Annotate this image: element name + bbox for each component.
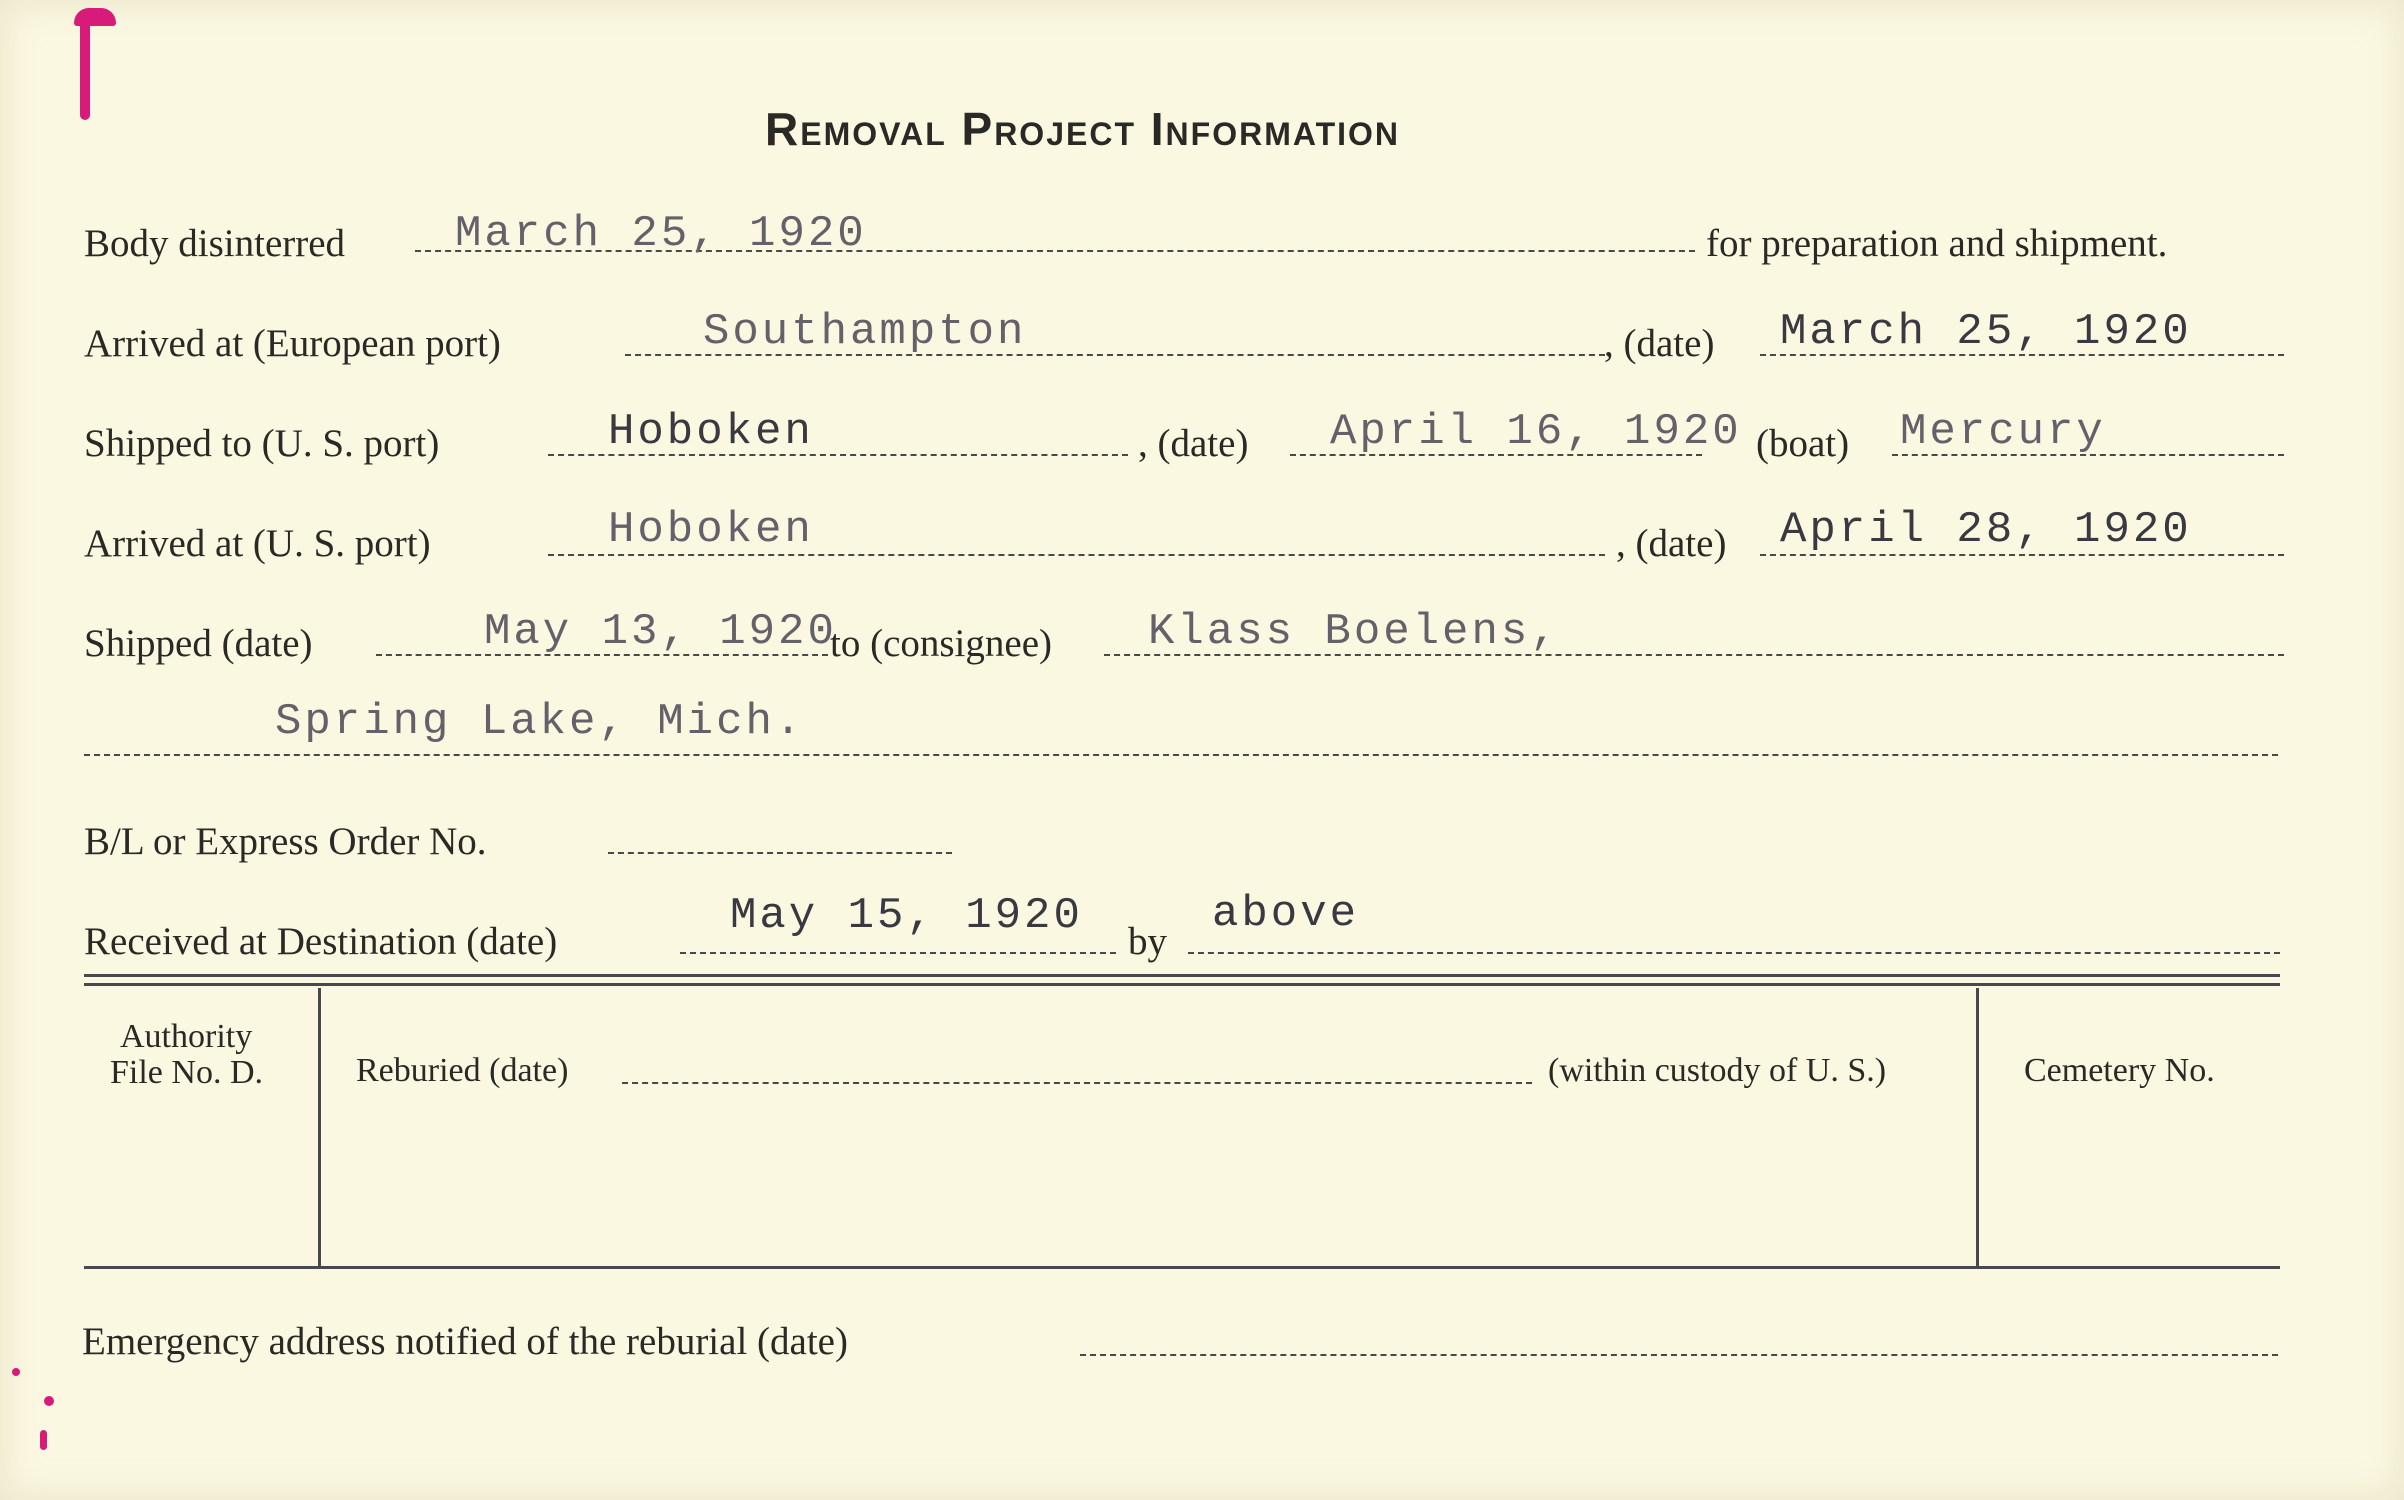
pink-pencil-mark	[80, 14, 90, 120]
body-disinterred-label: Body disinterred	[84, 222, 346, 265]
emergency-label: Emergency address notified of the reburial (date)	[82, 1320, 848, 1363]
shipped-date-label: Shipped (date)	[84, 622, 313, 665]
divider-double-rule-top	[84, 974, 2280, 977]
emergency-line	[1080, 1354, 2278, 1356]
arrived-european-value: Southampton	[703, 307, 1027, 357]
boat-value: Mercury	[1900, 407, 2106, 457]
body-disinterred-suffix: for preparation and shipment.	[1706, 222, 2168, 265]
authority-label-line2: File No. D.	[110, 1054, 263, 1091]
arrived-european-date-value: March 25, 1920	[1780, 307, 2192, 357]
card-title: Removal Project Information	[765, 103, 1401, 155]
arrived-us-label: Arrived at (U. S. port)	[84, 522, 431, 565]
bl-label: B/L or Express Order No.	[84, 820, 487, 863]
shipped-us-value: Hoboken	[608, 407, 814, 457]
pink-pencil-mark	[12, 1368, 20, 1376]
by-label: by	[1128, 920, 1167, 963]
shipped-date-value: May 13, 1920	[484, 607, 837, 657]
table-column-divider	[1976, 988, 1979, 1266]
pink-pencil-mark	[44, 1396, 54, 1406]
shipped-us-date-label: , (date)	[1138, 422, 1249, 465]
arrived-european-label: Arrived at (European port)	[84, 322, 501, 365]
pink-pencil-mark	[40, 1430, 47, 1450]
received-label: Received at Destination (date)	[84, 920, 558, 963]
by-value: above	[1212, 889, 1360, 939]
reburied-line	[622, 1082, 1532, 1084]
authority-label-line1: Authority	[120, 1018, 253, 1055]
cemetery-label: Cemetery No.	[2024, 1052, 2215, 1089]
divider-double-rule-bottom	[84, 983, 2280, 986]
custody-label: (within custody of U. S.)	[1548, 1052, 1887, 1089]
consignee-address-line	[84, 754, 2278, 756]
arrived-us-date-label: , (date)	[1616, 522, 1727, 565]
shipped-us-date-value: April 16, 1920	[1330, 407, 1742, 457]
body-disinterred-value: March 25, 1920	[455, 209, 867, 259]
received-line	[680, 952, 1116, 954]
received-value: May 15, 1920	[730, 891, 1083, 941]
consignee-value: Klass Boelens,	[1148, 607, 1560, 657]
arrived-us-date-value: April 28, 1920	[1780, 505, 2192, 555]
boat-label: (boat)	[1756, 422, 1850, 465]
arrived-european-date-label: , (date)	[1604, 322, 1715, 365]
by-line	[1188, 952, 2280, 954]
shipped-us-label: Shipped to (U. S. port)	[84, 422, 440, 465]
arrived-us-value: Hoboken	[608, 505, 814, 555]
table-bottom-rule	[84, 1266, 2280, 1269]
reburied-label: Reburied (date)	[356, 1052, 569, 1089]
table-column-divider	[318, 988, 321, 1266]
consignee-address: Spring Lake, Mich.	[275, 697, 805, 747]
bl-line	[608, 852, 952, 854]
consignee-label: to (consignee)	[830, 622, 1053, 665]
